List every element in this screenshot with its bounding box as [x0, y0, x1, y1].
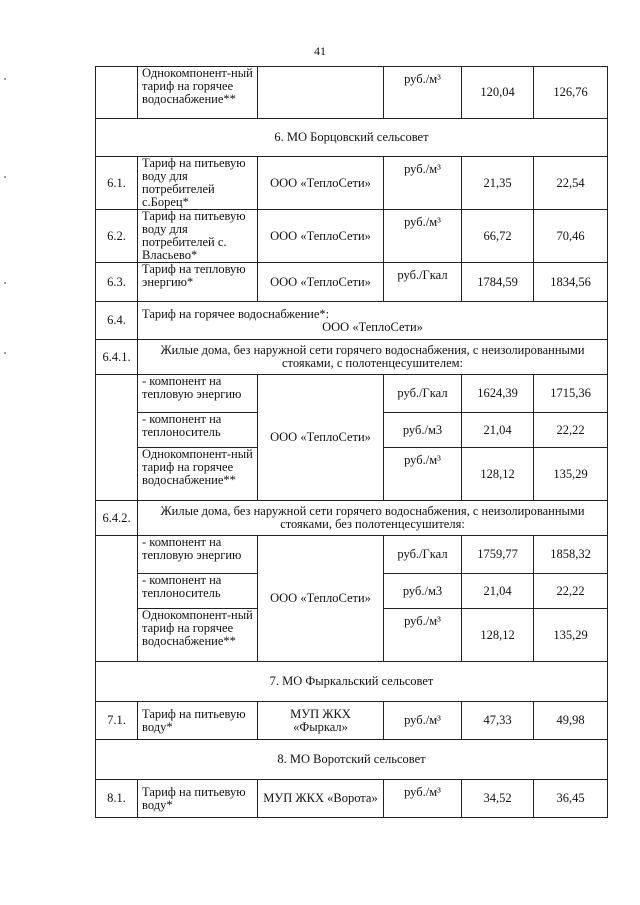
value-1: 128,12 [462, 448, 534, 501]
unit-cell: руб./Гкал [384, 263, 462, 302]
table-row [96, 536, 608, 574]
num-cell [96, 67, 138, 119]
tariff-name: Тариф на питьевую воду* [138, 702, 258, 740]
value-2: 22,22 [534, 574, 608, 609]
tariff-name: Однокомпонент-ный тариф на горячее водоснабжение** [138, 67, 258, 119]
organization: МУП ЖКХ «Ворота» [258, 780, 384, 818]
unit-cell: руб./м³ [384, 702, 462, 740]
value-2: 1715,36 [534, 375, 608, 413]
tariff-name: Тариф на питьевую воду для потребителей с. Власьево* [138, 210, 258, 263]
table-row [96, 210, 608, 263]
row-number: 6.3. [96, 263, 138, 302]
scan-mark [4, 78, 6, 80]
table-row [96, 263, 608, 302]
section-header [96, 662, 608, 702]
tariff-name: - компонент на тепловую энергию [138, 536, 258, 574]
value-2: 135,29 [534, 448, 608, 501]
group-header [138, 302, 608, 340]
unit-cell: руб./м3 [384, 574, 462, 609]
organization: МУП ЖКХ «Фыркал» [258, 702, 384, 740]
value-2: 70,46 [534, 210, 608, 263]
row-number: 6.4.1. [96, 340, 138, 375]
unit-cell: руб./Гкал [384, 536, 462, 574]
value-1: 21,04 [462, 413, 534, 448]
organization: ООО «ТеплоСети» [258, 263, 384, 302]
group-org: ООО «ТеплоСети» [322, 319, 423, 334]
value-2: 49,98 [534, 702, 608, 740]
row-number: 6.4.2. [96, 501, 138, 536]
table-row [96, 780, 608, 818]
unit-cell: руб./м³ [384, 780, 462, 818]
tariff-name: Тариф на тепловую энергию* [138, 263, 258, 302]
row-number: 6.1. [96, 157, 138, 210]
table-row [96, 375, 608, 413]
tariff-name: Тариф на питьевую воду* [138, 780, 258, 818]
unit-cell: руб./м³ [384, 448, 462, 501]
num-cell [96, 536, 138, 662]
value-1: 128,12 [462, 609, 534, 662]
tariff-name: Тариф на питьевую воду для потребителей с.Борец* [138, 157, 258, 210]
unit-cell: руб./м³ [384, 210, 462, 263]
table-row [96, 67, 608, 119]
row-number: 6.2. [96, 210, 138, 263]
value-1: 120,04 [462, 67, 534, 119]
tariff-name: Однокомпонент-ный тариф на горячее водоснабжение** [138, 448, 258, 501]
num-cell [96, 375, 138, 501]
value-2: 1858,32 [534, 536, 608, 574]
value-1: 1624,39 [462, 375, 534, 413]
organization: ООО «ТеплоСети» [258, 375, 384, 501]
group-title: Тариф на горячее водоснабжение*: [142, 306, 330, 321]
page-number: 41 [314, 44, 326, 58]
value-1: 66,72 [462, 210, 534, 263]
table-row [96, 340, 608, 375]
section-header [96, 119, 608, 157]
organization: ООО «ТеплоСети» [258, 210, 384, 263]
section-header [96, 740, 608, 780]
value-2: 22,54 [534, 157, 608, 210]
value-2: 22,22 [534, 413, 608, 448]
tariff-name: - компонент на теплоноситель [138, 413, 258, 448]
table-row [96, 302, 608, 340]
org-cell [258, 67, 384, 119]
tariff-name: - компонент на теплоноситель [138, 574, 258, 609]
scan-mark [4, 282, 6, 284]
tariff-table [95, 66, 608, 818]
row-number: 8.1. [96, 780, 138, 818]
organization: ООО «ТеплоСети» [258, 536, 384, 662]
table-row [96, 501, 608, 536]
unit-cell: руб./м³ [384, 157, 462, 210]
section-title: 7. МО Фыркальский сельсовет [96, 662, 608, 702]
table-row [96, 702, 608, 740]
subgroup-title: Жилые дома, без наружной сети горячего водоснабжения, с неизолированными стояками, без полотенцесушителя: [138, 501, 608, 536]
unit-cell: руб./Гкал [384, 375, 462, 413]
value-1: 1759,77 [462, 536, 534, 574]
value-1: 21,04 [462, 574, 534, 609]
organization: ООО «ТеплоСети» [258, 157, 384, 210]
value-1: 34,52 [462, 780, 534, 818]
section-title: 6. МО Борцовский сельсовет [96, 119, 608, 157]
section-title: 8. МО Воротский сельсовет [96, 740, 608, 780]
unit-cell: руб./м³ [384, 609, 462, 662]
value-2: 135,29 [534, 609, 608, 662]
tariff-name: Однокомпонент-ный тариф на горячее водоснабжение** [138, 609, 258, 662]
tariff-name: - компонент на тепловую энергию [138, 375, 258, 413]
scan-mark [4, 176, 6, 178]
unit-cell: руб./м3 [384, 413, 462, 448]
value-1: 1784,59 [462, 263, 534, 302]
scan-mark [4, 352, 6, 354]
value-1: 21,35 [462, 157, 534, 210]
value-2: 1834,56 [534, 263, 608, 302]
row-number: 7.1. [96, 702, 138, 740]
value-1: 47,33 [462, 702, 534, 740]
unit-cell: руб./м³ [384, 67, 462, 119]
row-number: 6.4. [96, 302, 138, 340]
value-2: 126,76 [534, 67, 608, 119]
value-2: 36,45 [534, 780, 608, 818]
table-row [96, 157, 608, 210]
subgroup-title: Жилые дома, без наружной сети горячего водоснабжения, с неизолированными стояками, с полотенцесушителем: [138, 340, 608, 375]
